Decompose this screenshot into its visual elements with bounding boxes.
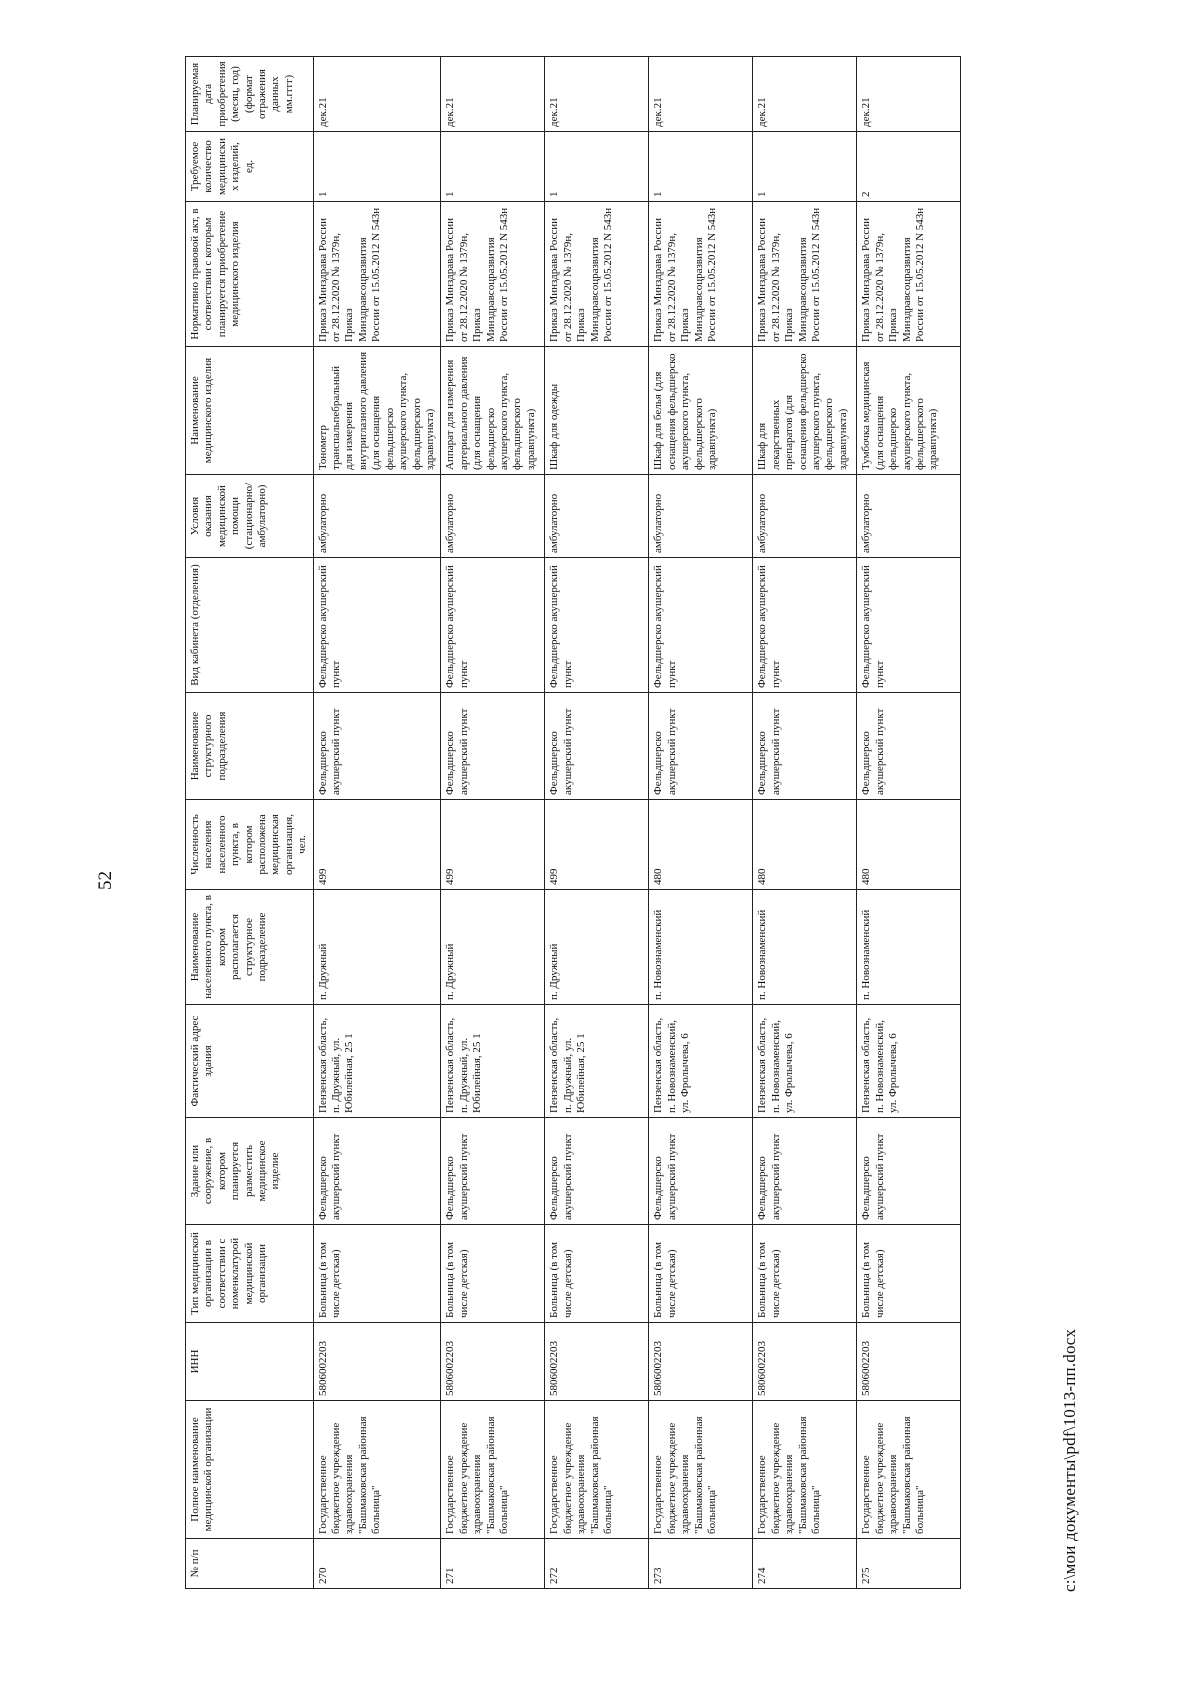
cell-num: 270 — [313, 1539, 441, 1589]
cell-population: 480 — [857, 800, 961, 890]
cell-population: 499 — [545, 800, 649, 890]
cell-device: Тумбочка медицинская (для оснащения фельдшерско акушерского пункта, фельдшерского здравпункта) — [857, 347, 961, 475]
cell-date: дек.21 — [441, 57, 545, 132]
cell-org: Государственное бюджетное учреждение здравоохранения "Башмаковская районная больница" — [313, 1401, 441, 1539]
cell-type: Больница (в том числе детская) — [857, 1225, 961, 1323]
cell-device: Шкаф для белья (для оснащения фельдшерско акушерского пункта, фельдшерского здравпункта) — [649, 347, 753, 475]
equipment-register-table — [185, 56, 961, 1589]
cell-room: Фельдшерско акушерский пункт — [441, 558, 545, 693]
col-header-date: Планируемая дата приобретения (месяц, год) (формат отражения данных мм.гггг) — [186, 57, 314, 132]
cell-conditions: амбулаторно — [753, 475, 857, 558]
cell-org: Государственное бюджетное учреждение здравоохранения "Башмаковская районная больница" — [545, 1401, 649, 1539]
cell-org: Государственное бюджетное учреждение здравоохранения "Башмаковская районная больница" — [753, 1401, 857, 1539]
cell-date: дек.21 — [545, 57, 649, 132]
cell-building: Фельдшерско акушерский пункт — [857, 1118, 961, 1225]
cell-qty: 1 — [313, 132, 441, 202]
col-header-act: Нормативно правовой акт, в соответствии с которым планируется приобретение медицинского изделия — [186, 202, 314, 347]
cell-type: Больница (в том числе детская) — [441, 1225, 545, 1323]
cell-address: Пензенская область, п. Дружный, ул. Юбилейная, 25 1 — [441, 1005, 545, 1118]
col-header-room: Вид кабинета (отделения) — [186, 558, 314, 693]
cell-conditions: амбулаторно — [649, 475, 753, 558]
cell-settlement: п. Новознаменский — [649, 890, 753, 1005]
cell-inn: 5806002203 — [545, 1323, 649, 1401]
cell-unit: Фельдшерско акушерский пункт — [649, 693, 753, 800]
cell-qty: 1 — [545, 132, 649, 202]
table-row — [753, 57, 857, 1589]
cell-inn: 5806002203 — [441, 1323, 545, 1401]
col-header-qty: Требуемое количество медицинских изделий, ед. — [186, 132, 314, 202]
cell-org: Государственное бюджетное учреждение здравоохранения "Башмаковская районная больница" — [649, 1401, 753, 1539]
col-header-num: № п/п — [186, 1539, 314, 1589]
page-number: 52 — [95, 871, 116, 890]
cell-qty: 1 — [441, 132, 545, 202]
cell-act: Приказ Минздрава России от 28.12.2020 № 1379н, Приказ Минздравсоцразвития России от 15.05.2012 N 543н — [441, 202, 545, 347]
col-header-address: Фактический адрес здания — [186, 1005, 314, 1118]
cell-unit: Фельдшерско акушерский пункт — [441, 693, 545, 800]
cell-act: Приказ Минздрава России от 28.12.2020 № 1379н, Приказ Минздравсоцразвития России от 15.05.2012 N 543н — [857, 202, 961, 347]
cell-device: Тонометр транспальпебральный для измерения внутриглазного давления (для оснащения фельдшерско акушерского пункта, фельдшерского здравпункта) — [313, 347, 441, 475]
col-header-org: Полное наименование медицинской организации — [186, 1401, 314, 1539]
cell-address: Пензенская область, п. Дружный, ул. Юбилейная, 25 1 — [545, 1005, 649, 1118]
cell-conditions: амбулаторно — [545, 475, 649, 558]
cell-act: Приказ Минздрава России от 28.12.2020 № 1379н, Приказ Минздравсоцразвития России от 15.05.2012 N 543н — [545, 202, 649, 347]
cell-type: Больница (в том числе детская) — [545, 1225, 649, 1323]
cell-address: Пензенская область, п. Новознаменский, ул. Фролычева, 6 — [649, 1005, 753, 1118]
col-header-type: Тип медицинской организации в соответствии с номенклатурой медицинской организации — [186, 1225, 314, 1323]
col-header-inn: ИНН — [186, 1323, 314, 1401]
cell-room: Фельдшерско акушерский пункт — [857, 558, 961, 693]
cell-qty: 1 — [649, 132, 753, 202]
cell-inn: 5806002203 — [313, 1323, 441, 1401]
cell-num: 273 — [649, 1539, 753, 1589]
cell-room: Фельдшерско акушерский пункт — [313, 558, 441, 693]
cell-building: Фельдшерско акушерский пункт — [545, 1118, 649, 1225]
cell-type: Больница (в том числе детская) — [753, 1225, 857, 1323]
cell-building: Фельдшерско акушерский пункт — [649, 1118, 753, 1225]
cell-inn: 5806002203 — [857, 1323, 961, 1401]
cell-num: 275 — [857, 1539, 961, 1589]
cell-room: Фельдшерско акушерский пункт — [649, 558, 753, 693]
table-row — [857, 57, 961, 1589]
cell-unit: Фельдшерско акушерский пункт — [753, 693, 857, 800]
table-row — [649, 57, 753, 1589]
cell-address: Пензенская область, п. Новознаменский, ул. Фролычева, 6 — [857, 1005, 961, 1118]
cell-org: Государственное бюджетное учреждение здравоохранения "Башмаковская районная больница" — [857, 1401, 961, 1539]
cell-num: 274 — [753, 1539, 857, 1589]
cell-org: Государственное бюджетное учреждение здравоохранения "Башмаковская районная больница" — [441, 1401, 545, 1539]
cell-room: Фельдшерско акушерский пункт — [753, 558, 857, 693]
cell-num: 271 — [441, 1539, 545, 1589]
cell-population: 499 — [441, 800, 545, 890]
cell-device: Аппарат для измерения артериального давления (для оснащения фельдшерско акушерского пункта, фельдшерского здравпункта) — [441, 347, 545, 475]
cell-device: Шкаф для лекарственных препаратов (для оснащения фельдшерско акушерского пункта, фельдшерского здравпункта) — [753, 347, 857, 475]
table-row — [441, 57, 545, 1589]
cell-conditions: амбулаторно — [857, 475, 961, 558]
table-row — [545, 57, 649, 1589]
cell-settlement: п. Дружный — [441, 890, 545, 1005]
cell-type: Больница (в том числе детская) — [649, 1225, 753, 1323]
col-header-conditions: Условия оказания медицинской помощи (стационарно/ амбулаторно) — [186, 475, 314, 558]
col-header-unit: Наименование структурного подразделения — [186, 693, 314, 800]
cell-num: 272 — [545, 1539, 649, 1589]
cell-population: 480 — [753, 800, 857, 890]
cell-act: Приказ Минздрава России от 28.12.2020 № 1379н, Приказ Минздравсоцразвития России от 15.05.2012 N 543н — [753, 202, 857, 347]
col-header-building: Здание или сооружение, в котором планируется разместить медицинское изделие — [186, 1118, 314, 1225]
cell-address: Пензенская область, п. Новознаменский, ул. Фролычева, 6 — [753, 1005, 857, 1118]
cell-settlement: п. Новознаменский — [753, 890, 857, 1005]
col-header-settlement: Наименование населенного пункта, в котором располагается структурное подразделение — [186, 890, 314, 1005]
cell-unit: Фельдшерско акушерский пункт — [313, 693, 441, 800]
header-row — [186, 57, 314, 1589]
cell-population: 480 — [649, 800, 753, 890]
cell-conditions: амбулаторно — [313, 475, 441, 558]
cell-act: Приказ Минздрава России от 28.12.2020 № 1379н, Приказ Минздравсоцразвития России от 15.05.2012 N 543н — [649, 202, 753, 347]
col-header-device: Наименование медицинского изделия — [186, 347, 314, 475]
cell-building: Фельдшерско акушерский пункт — [753, 1118, 857, 1225]
cell-date: дек.21 — [313, 57, 441, 132]
cell-settlement: п. Дружный — [545, 890, 649, 1005]
cell-building: Фельдшерско акушерский пункт — [313, 1118, 441, 1225]
col-header-population: Численность населения населенного пункта, в котором расположена медицинская организация, чел. — [186, 800, 314, 890]
cell-date: дек.21 — [857, 57, 961, 132]
cell-act: Приказ Минздрава России от 28.12.2020 № 1379н, Приказ Минздравсоцразвития России от 15.05.2012 N 543н — [313, 202, 441, 347]
cell-building: Фельдшерско акушерский пункт — [441, 1118, 545, 1225]
cell-inn: 5806002203 — [753, 1323, 857, 1401]
cell-room: Фельдшерско акушерский пункт — [545, 558, 649, 693]
cell-conditions: амбулаторно — [441, 475, 545, 558]
cell-address: Пензенская область, п. Дружный, ул. Юбилейная, 25 1 — [313, 1005, 441, 1118]
cell-device: Шкаф для одежды — [545, 347, 649, 475]
cell-unit: Фельдшерско акушерский пункт — [545, 693, 649, 800]
cell-settlement: п. Новознаменский — [857, 890, 961, 1005]
cell-date: дек.21 — [753, 57, 857, 132]
cell-population: 499 — [313, 800, 441, 890]
cell-inn: 5806002203 — [649, 1323, 753, 1401]
cell-settlement: п. Дружный — [313, 890, 441, 1005]
cell-type: Больница (в том числе детская) — [313, 1225, 441, 1323]
table-row — [313, 57, 441, 1589]
cell-qty: 2 — [857, 132, 961, 202]
cell-qty: 1 — [753, 132, 857, 202]
footer-file-path: c:\мои документы\pdf\1013-пп.docx — [1060, 1328, 1079, 1592]
cell-date: дек.21 — [649, 57, 753, 132]
cell-unit: Фельдшерско акушерский пункт — [857, 693, 961, 800]
